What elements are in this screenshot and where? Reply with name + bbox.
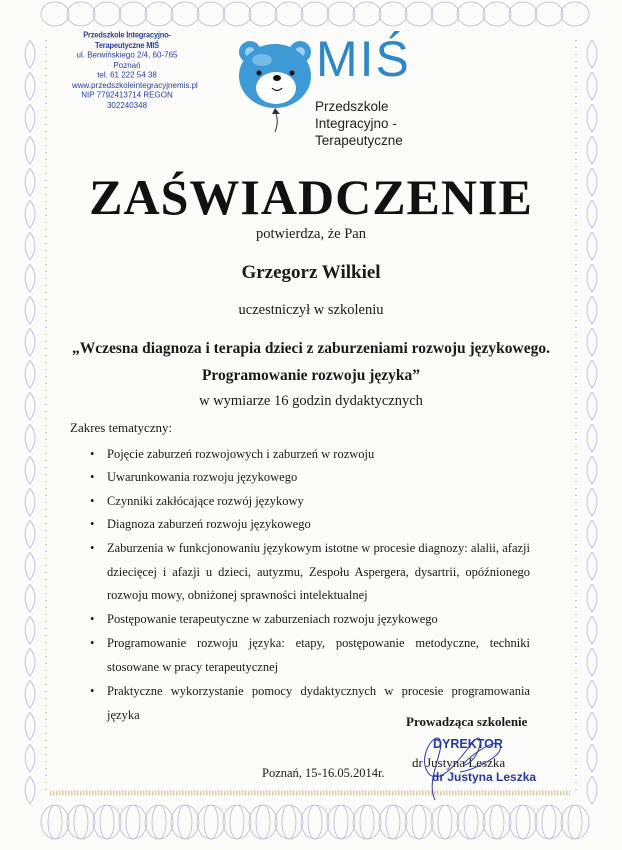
border-ornament: [48, 805, 62, 839]
topic-text: Czynniki zakłócające rozwój językowy: [107, 494, 304, 508]
border-ornament: [25, 488, 35, 516]
logo-sub-line: Terapeutyczne: [315, 133, 403, 148]
border-ornament: [197, 805, 225, 839]
border-ornament: [41, 805, 69, 839]
border-ornament: [509, 2, 537, 26]
topic-item: [90, 513, 530, 537]
confirms-text: potwierdza, że Pan: [256, 226, 366, 242]
border-ornament: [67, 2, 95, 26]
topic-text: Uwarunkowania rozwoju językowego: [107, 470, 298, 484]
border-ornament: [67, 805, 95, 839]
border-ornament: [152, 805, 166, 839]
bullet: •: [90, 517, 95, 531]
hours-text: w wymiarze 16 godzin dydaktycznych: [199, 393, 423, 409]
border-ornament: [275, 805, 303, 839]
course-title-line1: „Wczesna diagnoza i terapia dzieci z zaburzeniami rozwoju językowego.: [72, 340, 550, 357]
border-ornament: [561, 805, 589, 839]
border-ornament: [587, 648, 597, 676]
logo-sub-line: Integracyjno -: [315, 116, 397, 131]
border-ornament: [431, 805, 459, 839]
border-ornament: [25, 424, 35, 452]
border-ornament: [587, 72, 597, 100]
topic-text: Zaburzenia w funkcjonowaniu językowym istotne w procesie diagnozy: alalii, afazji dziecięcej i afazji u dzieci, autyzmu, Zespołu Aspergera, dysartrii, opóźnionego rozwoju mowy, obniżonej sprawności intelektualnej: [107, 541, 530, 602]
topic-text: Pojęcie zaburzeń rozwojowych i zaburzeń w rozwoju: [107, 447, 375, 461]
topics-label: Zakres tematyczny:: [70, 420, 173, 435]
border-ornament: [282, 805, 296, 839]
border-ornament: [25, 552, 35, 580]
border-ornament: [275, 2, 303, 26]
border-ornament: [483, 2, 511, 26]
course-title-line2: Programowanie rozwoju języka”: [201, 367, 421, 384]
stamp-line: www.przedszkoleintegracyjnemis.pl: [72, 79, 198, 90]
topic-item: [90, 466, 530, 490]
border-ornament: [405, 2, 433, 26]
border-ornament: [223, 805, 251, 839]
bear-balloon-logo-icon: [232, 40, 320, 132]
border-ornament: [25, 712, 35, 740]
border-ornament: [535, 805, 563, 839]
bullet: •: [90, 470, 95, 484]
border-ornament: [587, 136, 597, 164]
handwritten-signature-icon: [405, 720, 525, 810]
border-ornament: [126, 805, 140, 839]
topic-text: Programowanie rozwoju języka: etapy, postępowanie metodyczne, techniki stosowane w pracy terapeutycznej: [107, 636, 530, 674]
border-ornament: [25, 680, 35, 708]
border-ornament: [587, 712, 597, 740]
border-ornament: [353, 805, 381, 839]
topic-item: [90, 608, 530, 632]
border-ornament: [25, 744, 35, 772]
border-ornament: [587, 424, 597, 452]
border-ornament: [25, 40, 35, 68]
border-ornament: [178, 805, 192, 839]
border-ornament: [301, 805, 329, 839]
director-stamp-title: DYREKTOR: [433, 737, 503, 751]
place-date: Poznań, 15-16.05.2014r.: [262, 766, 385, 780]
border-ornament: [464, 805, 478, 839]
border-ornament: [360, 805, 374, 839]
participated-text: uczestniczył w szkoleniu: [238, 302, 384, 318]
border-ornament: [542, 805, 556, 839]
border-ornament: [379, 2, 407, 26]
border-ornament: [119, 2, 147, 26]
border-ornament: [587, 40, 597, 68]
border-ornament: [568, 805, 582, 839]
certificate-title: ZAŚWIADCZENIE: [89, 169, 533, 225]
border-ornament: [587, 552, 597, 580]
topic-item: [90, 490, 530, 514]
border-ornament: [119, 805, 147, 839]
border-ornament: [587, 520, 597, 548]
border-ornament: [353, 2, 381, 26]
logo-sub-line: Przedszkole: [315, 99, 389, 114]
border-ornament: [483, 805, 511, 839]
border-ornament: [457, 2, 485, 26]
stamp-line: NIP 7792413714 REGON 302240348: [81, 89, 173, 110]
bullet: •: [90, 541, 95, 555]
stamp-line: tel. 61 222 54 38: [97, 70, 157, 80]
border-ornament: [587, 616, 597, 644]
border-ornament: [438, 805, 452, 839]
border-ornament: [41, 2, 69, 26]
border-ornament: [490, 805, 504, 839]
border-ornament: [587, 104, 597, 132]
border-ornament: [25, 776, 35, 804]
topic-item: [90, 632, 530, 679]
border-ornament: [516, 805, 530, 839]
border-ornament: [249, 805, 277, 839]
border-ornament: [587, 776, 597, 804]
border-ornament: [301, 2, 329, 26]
border-ornament: [535, 2, 563, 26]
border-ornament: [197, 2, 225, 26]
border-ornament: [327, 2, 355, 26]
border-ornament: [308, 805, 322, 839]
border-ornament: [587, 456, 597, 484]
border-ornament: [100, 805, 114, 839]
border-ornament: [25, 136, 35, 164]
border-ornament: [145, 2, 173, 26]
bullet: •: [90, 684, 95, 698]
bullet: •: [90, 494, 95, 508]
border-ornament: [379, 805, 407, 839]
border-ornament: [25, 456, 35, 484]
bullet: •: [90, 636, 95, 650]
border-ornament: [249, 2, 277, 26]
border-ornament: [223, 2, 251, 26]
topic-item: [90, 537, 530, 608]
border-ornament: [74, 805, 88, 839]
border-ornament: [171, 805, 199, 839]
border-ornament: [334, 805, 348, 839]
border-ornament: [327, 805, 355, 839]
border-ornament: [25, 648, 35, 676]
border-ornament: [587, 488, 597, 516]
school-stamp: [72, 30, 198, 110]
border-ornament: [509, 805, 537, 839]
border-ornament: [25, 104, 35, 132]
border-ornament: [412, 805, 426, 839]
border-ornament: [587, 744, 597, 772]
border-ornament: [171, 2, 199, 26]
bullet: •: [90, 447, 95, 461]
stamp-line: ul. Berwińskiego 2/4, 60-765 Poznań: [76, 50, 178, 70]
signature-label: Prowadząca szkolenie: [406, 714, 528, 729]
director-stamp-name: dr Justyna Leszka: [432, 770, 537, 784]
border-ornament: [561, 2, 589, 26]
border-ornament: [204, 805, 218, 839]
border-ornament: [93, 2, 121, 26]
topic-text: Diagnoza zaburzeń rozwoju językowego: [107, 517, 311, 531]
border-ornament: [145, 805, 173, 839]
border-ornament: [386, 805, 400, 839]
border-ornament: [25, 616, 35, 644]
logo-subtitle: [315, 98, 403, 149]
border-ornament: [25, 584, 35, 612]
topic-text: Praktyczne wykorzystanie pomocy dydaktycznych w procesie programowania języka: [107, 684, 530, 722]
topic-text: Postępowanie terapeutyczne w zaburzeniach rozwoju językowego: [107, 612, 438, 626]
border-ornament: [230, 805, 244, 839]
border-ornament: [93, 805, 121, 839]
bullet: •: [90, 612, 95, 626]
border-ornament: [405, 805, 433, 839]
border-ornament: [256, 805, 270, 839]
border-ornament: [431, 2, 459, 26]
person-name: Grzegorz Wilkiel: [241, 262, 381, 283]
stamp-line: Przedszkole Integracyjno-Terapeutyczne MIŚ: [83, 30, 171, 50]
border-ornament: [457, 805, 485, 839]
border-ornament: [25, 520, 35, 548]
logo-word: MIŚ: [316, 31, 411, 87]
border-ornament: [587, 584, 597, 612]
border-ornament: [25, 72, 35, 100]
border-ornament: [587, 680, 597, 708]
topic-item: [90, 443, 530, 467]
signatory-name: dr Justyna Leszka: [412, 755, 506, 770]
